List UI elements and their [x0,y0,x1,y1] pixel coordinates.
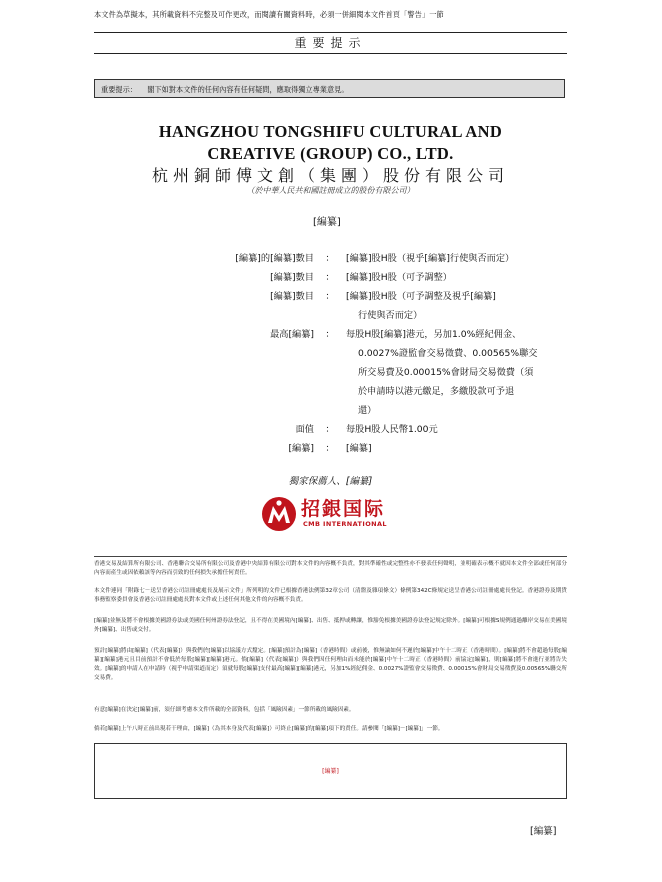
offering-row-value-text: 每股H股[編纂]港元，另加1.0%經紀佣金、 [346,329,522,340]
incorporation-note: （於中華人民共和國註冊成立的股份有限公司） [246,186,415,195]
offering-row [160,325,570,420]
offering-row [160,249,570,268]
offering-row-value [346,420,570,439]
offering-row-label: [編纂]數目 [270,272,314,283]
offering-row-separator: ： [325,443,335,454]
offering-row-value [346,268,570,287]
pricing-paragraph: 預計[編纂]將由[編纂]（代表[編纂]）與我們於[編纂]以協議方式釐定。[編纂]預計為[編纂]（香港時間）或前後，惟無論如何不遲於[編纂]中午十二時正（香港時間）。[編纂]將不會超過每股[編纂][編纂]港元且目前預計不會低於每股[編纂][編纂]港元。倘[編纂]（代表[編纂]）與我們因任何理由而未能於[編纂]中午十二時正（香港時間）前協定[編纂]，則[編纂]將不會進行並將告失效。[編纂]的申請人在申請時（視乎申請渠道而定）須就每股[編纂]支付最高[編纂][編纂]港元，另加1%經紀佣金、0.0027%證監會交易徵費、0.00015%會財局交易徵費及0.00565%聯交所交易費。 [94,648,567,681]
company-name-chinese: 杭州銅師傅文創（集團）股份有限公司 [151,166,509,185]
offering-row-value-text: [編纂]股H股（視乎[編纂]行使與否而定） [346,253,515,264]
offering-row-separator: ： [325,272,335,283]
footer-redacted-tag: [編纂] [530,826,557,837]
offering-row-value-text: 每股H股人民幣1.00元 [346,424,438,435]
us-securities-notice: [編纂]並無及將不會根據美國證券法或美國任何州證券法登記，且不得在美國境內[編纂]、出售、抵押或轉讓，惟豁免根據美國證券法登記規定除外。[編纂]可根據S規例通過離岸交易在美國境外[編纂]、出售或交付。 [94,618,567,633]
offering-row-value [346,439,570,458]
offering-row-separator: ： [325,291,335,302]
draft-warning-header: 本文件為草擬本，其所載資料不完整及可作更改，而閱讀有關資料時，必須一併細閱本文件首頁「警告」一節 [94,10,444,19]
important-notice-text: 閣下如對本文件的任何內容有任何疑問，應取得獨立專業意見。 [147,85,349,94]
logo-english-text: CMB INTERNATIONAL [303,520,387,528]
redacted-offering-tag: [編纂] [313,217,341,228]
offering-row [160,287,570,325]
offering-row-value [346,249,570,268]
hkex-disclaimer: 香港交易及結算所有限公司、香港聯合交易所有限公司及香港中央結算有限公司對本文件的內容概不負責，對其準確性或完整性亦不發表任何聲明，並明確表示概不就因本文件全部或任何部分內容而產生或因依賴該等內容而引致的任何損失承擔任何責任。 [94,561,567,576]
termination-note: 倘若[編纂]上午八時正前出現若干理由，[編纂]（為其本身及代表[編纂]）可終止[編纂]的[編纂]項下的責任。請參閱「[編纂]－[編纂]」一節。 [94,726,444,732]
offering-row-separator: ： [325,253,335,264]
offering-row-value-continued: 所交易費及0.00015%會財局交易徵費（須 [358,367,534,378]
company-name-english-line-2: CREATIVE (GROUP) CO., LTD. [207,144,454,163]
offering-row-value-continued: 0.0027%證監會交易徵費、0.00565%聯交 [358,348,538,359]
offering-row-value-continued: 於申請時以港元繳足，多繳股款可予退 [358,386,515,397]
offering-row-value-text: [編纂] [346,443,372,454]
company-name-english [94,121,567,165]
important-notice-box [94,79,565,98]
redacted-box: [編纂] [94,743,567,799]
logo-chinese-text: 招銀国际 [301,498,386,520]
offering-row-value-text: [編纂]股H股（可予調整） [346,272,452,283]
offering-row [160,439,570,458]
section-divider [94,556,567,557]
offering-row-value-text: [編纂]股H股（可予調整及視乎[編纂] [346,291,496,302]
sole-sponsor-line: 獨家保薦人、[編纂] [288,476,373,487]
offering-row-separator: ： [325,424,335,435]
cmb-emblem-icon [260,494,300,534]
registration-statement: 本文件連同「附錄七－送呈香港公司註冊處處長及展示文件」所列明的文件已根據香港法例第32章公司（清盤及雜項條文）條例第342C條規定送呈香港公司註冊處處長登記。香港證券及期貨事務監察委員會及香港公司註冊處處長對本文件或上述任何其他文件的內容概不負責。 [94,588,567,603]
offering-row [160,420,570,439]
company-name-english-line-1: HANGZHOU TONGSHIFU CULTURAL AND [158,122,503,141]
offering-row-separator: ： [325,329,335,340]
offering-details-table [160,249,570,458]
offering-row-value [346,325,570,420]
offering-row-value-continued: 行使與否而定） [358,310,423,321]
offering-row [160,268,570,287]
offering-row-value [346,287,570,325]
offering-row-label: [編纂] [288,443,314,454]
important-notice-title: 重要提示 [94,32,567,54]
cmb-international-logo [260,494,405,534]
offering-row-label: [編纂]數目 [270,291,314,302]
important-notice-label: 重要提示： [101,85,137,94]
offering-row-label: 最高[編纂] [270,329,314,340]
offering-row-value-continued: 還） [358,405,377,416]
offering-row-label: 面值 [295,424,314,435]
risk-factors-note: 有意[編纂]在決定[編纂]前，須仔細考慮本文件所載的全部資料，包括「風險因素」一節所載的風險因素。 [94,707,355,713]
offering-row-label: [編纂]的[編纂]數目 [235,253,314,264]
